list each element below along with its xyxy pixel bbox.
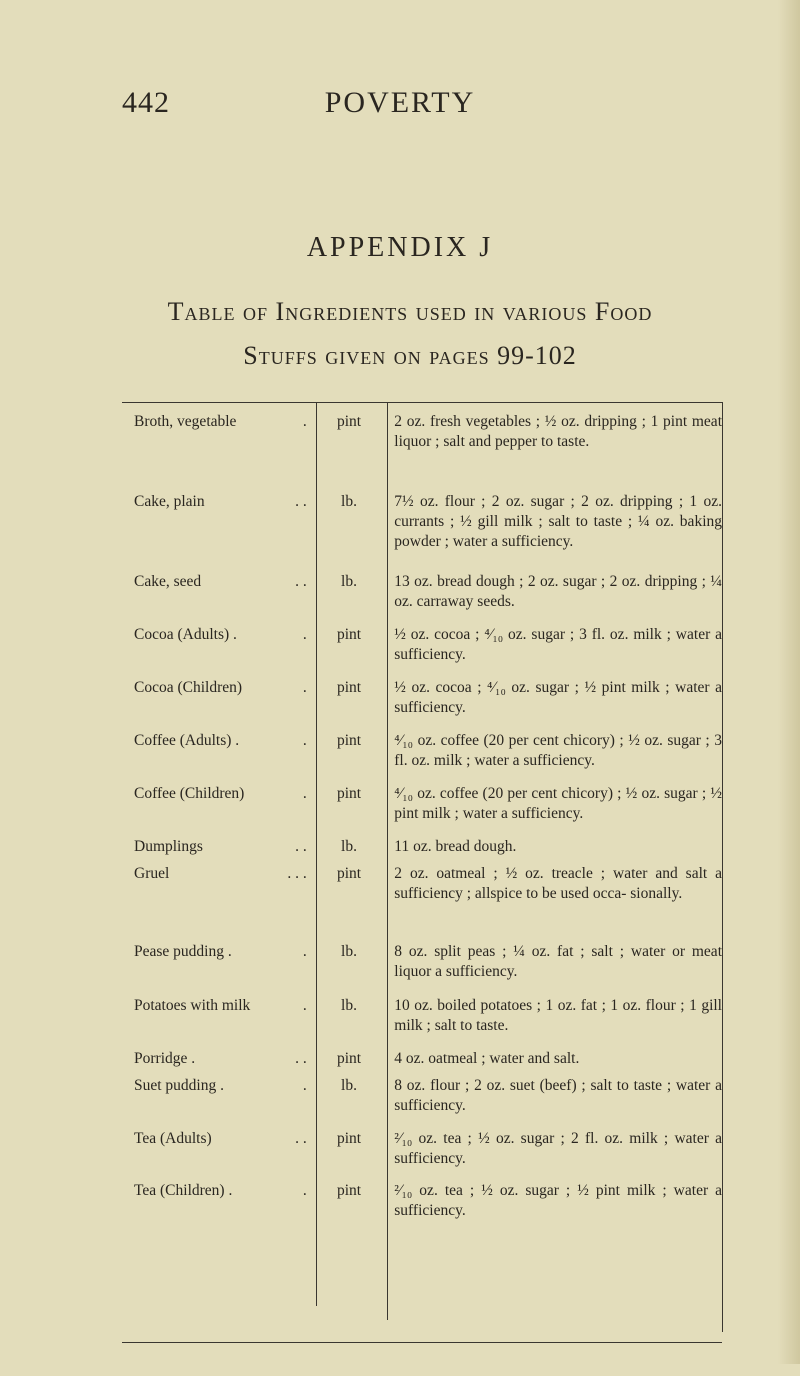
ingredients: 4 oz. oatmeal ; water and salt. <box>394 1050 580 1067</box>
food-name: Pease pudding . <box>134 943 232 960</box>
food-name: Cake, plain <box>134 493 205 510</box>
table-row <box>122 572 722 625</box>
food-name: Cocoa (Children) <box>134 679 243 696</box>
page-edge-shadow <box>778 0 800 1364</box>
leader-dots: . . <box>295 1050 307 1067</box>
unit: pint <box>336 1130 362 1147</box>
unit: lb. <box>341 573 357 590</box>
appendix-title: APPENDIX J <box>306 232 494 263</box>
table-row <box>122 1076 722 1129</box>
table-caption <box>70 290 750 378</box>
ingredients: ²⁄₁₀ oz. tea ; ½ oz. sugar ; ½ pint milk ; water a sufficiency. <box>394 1182 722 1219</box>
unit: lb. <box>341 493 357 510</box>
table-caption-line-1: Table of Ingredients used in various Food <box>167 297 653 326</box>
unit: lb. <box>341 997 357 1014</box>
ingredients: ⁴⁄₁₀ oz. coffee (20 per cent chicory) ; ½ oz. sugar ; ½ pint milk ; water a sufficiency. <box>394 785 722 822</box>
page-header <box>0 86 800 126</box>
leader-dots: . <box>302 679 307 696</box>
food-name: Tea (Children) . <box>134 1182 233 1199</box>
unit: lb. <box>341 838 357 855</box>
ingredients: 10 oz. boiled potatoes ; 1 oz. fat ; 1 oz. flour ; 1 gill milk ; salt to taste. <box>394 997 722 1034</box>
food-name: Porridge . <box>134 1050 196 1067</box>
table-top-rule <box>122 402 722 403</box>
food-name: Cocoa (Adults) . <box>134 626 237 643</box>
ingredients: 7½ oz. flour ; 2 oz. sugar ; 2 oz. dripping ; 1 oz. currants ; ½ gill milk ; salt to taste ; ¼ oz. baking powder ; water a sufficiency. <box>394 493 722 550</box>
food-name: Potatoes with milk <box>134 997 251 1014</box>
ingredients: 8 oz. split peas ; ¼ oz. fat ; salt ; water or meat liquor a sufficiency. <box>394 943 722 980</box>
table-caption-line-2: Stuffs given on pages 99-102 <box>243 341 577 370</box>
unit: lb. <box>341 943 357 960</box>
leader-dots: . <box>302 1182 307 1199</box>
ingredients: 11 oz. bread dough. <box>394 838 517 855</box>
leader-dots: . <box>302 785 307 802</box>
unit: pint <box>336 865 362 882</box>
ingredients: 2 oz. fresh vegetables ; ½ oz. dripping ; 1 pint meat liquor ; salt and pepper to taste. <box>394 413 722 450</box>
leader-dots: . . <box>295 493 307 510</box>
unit: pint <box>336 626 362 643</box>
unit: pint <box>336 785 362 802</box>
table-row <box>122 864 722 942</box>
table-row <box>122 837 722 864</box>
leader-dots: . . <box>295 573 307 590</box>
table-row <box>122 731 722 784</box>
table-row <box>122 1049 722 1076</box>
ingredients: ½ oz. cocoa ; ⁴⁄₁₀ oz. sugar ; 3 fl. oz. milk ; water a sufficiency. <box>394 626 722 663</box>
leader-dots: . <box>302 997 307 1014</box>
ingredients: ²⁄₁₀ oz. tea ; ½ oz. sugar ; 2 fl. oz. milk ; water a sufficiency. <box>394 1130 722 1167</box>
ingredients-table <box>122 402 722 1376</box>
food-name: Cake, seed <box>134 573 202 590</box>
table-row <box>122 678 722 731</box>
table-row <box>122 492 722 572</box>
leader-dots: . <box>302 626 307 643</box>
unit: pint <box>336 413 362 430</box>
table-row <box>122 784 722 837</box>
table-row <box>122 1129 722 1181</box>
leader-dots: . . <box>295 838 307 855</box>
food-name: Tea (Adults) <box>134 1130 212 1147</box>
unit: lb. <box>341 1077 357 1094</box>
ingredients: ⁴⁄₁₀ oz. coffee (20 per cent chicory) ; ½ oz. sugar ; 3 fl. oz. milk ; water a sufficiency. <box>394 732 722 769</box>
table-row <box>122 1181 722 1234</box>
unit: pint <box>336 679 362 696</box>
food-name: Coffee (Adults) . <box>134 732 240 749</box>
table-bottom-rule <box>122 1342 722 1343</box>
leader-dots: . . . <box>287 865 307 882</box>
unit: pint <box>336 732 362 749</box>
column-rule-3 <box>722 402 723 1332</box>
ingredients: 13 oz. bread dough ; 2 oz. sugar ; 2 oz. dripping ; ¼ oz. carraway seeds. <box>394 573 722 610</box>
unit: pint <box>336 1050 362 1067</box>
leader-dots: . . <box>295 1130 307 1147</box>
food-name: Gruel <box>134 865 170 882</box>
table-row <box>122 625 722 678</box>
leader-dots: . <box>302 1077 307 1094</box>
leader-dots: . <box>302 413 307 430</box>
food-name: Broth, vegetable <box>134 413 237 430</box>
table-body <box>122 412 722 1234</box>
ingredients: ½ oz. cocoa ; ⁴⁄₁₀ oz. sugar ; ½ pint milk ; water a sufficiency. <box>394 679 722 716</box>
food-name: Dumplings <box>134 838 203 855</box>
table-row <box>122 996 722 1049</box>
food-name: Suet pudding . <box>134 1077 224 1094</box>
leader-dots: . <box>302 943 307 960</box>
running-head: POVERTY <box>324 86 476 119</box>
page-number: 442 <box>122 86 170 119</box>
ingredients: 2 oz. oatmeal ; ½ oz. treacle ; water and salt a sufficiency ; allspice to be used occa- sionally. <box>394 865 722 902</box>
ingredients: 8 oz. flour ; 2 oz. suet (beef) ; salt to taste ; water a sufficiency. <box>394 1077 722 1114</box>
food-name: Coffee (Children) <box>134 785 245 802</box>
leader-dots: . <box>302 732 307 749</box>
table-row <box>122 942 722 996</box>
unit: pint <box>336 1182 362 1199</box>
table-row <box>122 412 722 492</box>
